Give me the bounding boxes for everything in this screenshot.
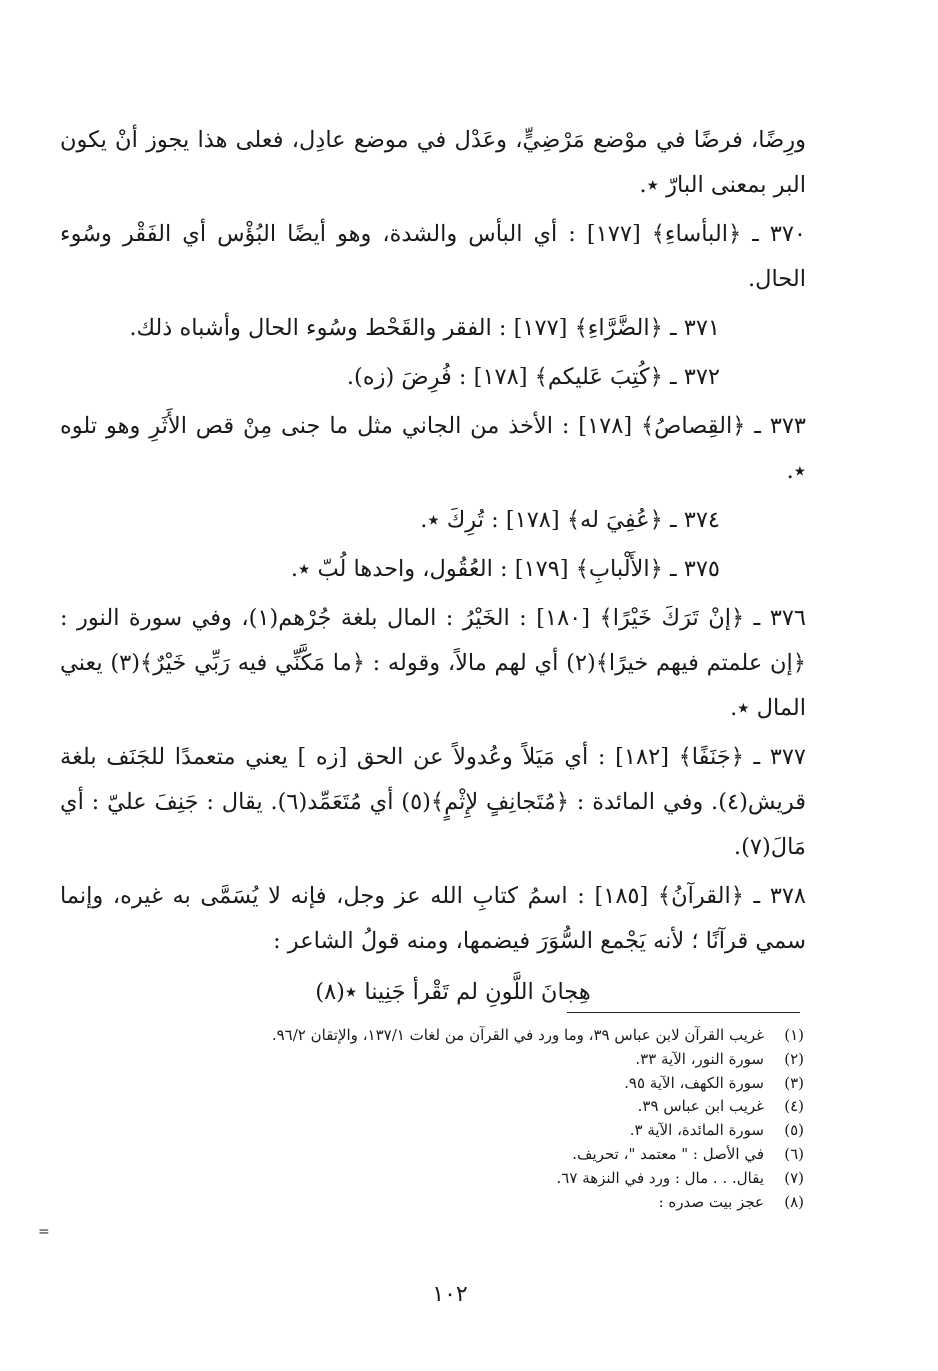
footnote-number: (٨) bbox=[784, 1192, 804, 1211]
footnotes bbox=[150, 1024, 804, 1214]
footnote bbox=[150, 1167, 804, 1191]
footnote bbox=[150, 1048, 804, 1072]
entry-372: ٣٧٢ ـ ﴿كُتِبَ عَليكم﴾ [١٧٨] : فُرِضَ (زه). bbox=[346, 364, 720, 390]
entry-376: ٣٧٦ ـ ﴿إنْ تَرَكَ خَيْرًا﴾ [١٨٠] : الخَيْرُ : المال بلغة جُرْهم(١)، وفي سورة النور : ﴿إن علمتم فيهم خيرًا﴾(٢) أي لهم مالاً، وقوله : ﴿ما مَكَّنِّي فيه رَبِّي خَيْرٌ﴾(٣) يعني المال ٭. bbox=[60, 605, 806, 721]
paragraph-intro: ورِضًا، فرضًا في موْضع مَرْضِيٍّ، وعَدْل في موضع عادِل، فعلى هذا يجوز أنْ يكون البر بمعنى البارّ ٭. bbox=[60, 127, 806, 198]
entry-375: ٣٧٥ ـ ﴿الأَلْبابِ﴾ [١٧٩] : العُقُول، واحدها لُبّ ٭. bbox=[290, 556, 720, 582]
entry-370: ٣٧٠ ـ ﴿البأساءِ﴾ [١٧٧] : أي البأس والشدة، وهو أيضًا البُؤْس أي الفَقْر وسُوء الحال. bbox=[60, 221, 807, 292]
footnote-number: (٣) bbox=[784, 1073, 804, 1092]
footnote-number: (٦) bbox=[784, 1144, 804, 1163]
footnote-number: (١) bbox=[784, 1026, 804, 1044]
footnote-text: في الأصل : " معتمد "، تحريف. bbox=[572, 1144, 764, 1163]
entry-371: ٣٧١ ـ ﴿الضَّرَّاءِ﴾ [١٧٧] : الفقر والقَحْط وسُوء الحال وأشباه ذلك. bbox=[129, 315, 720, 341]
entry-378: ٣٧٨ ـ ﴿القرآنُ﴾ [١٨٥] : اسمُ كتابِ الله عز وجل، فإنه لا يُسَمَّى به غيره، وإنما سمي قرآنًا ؛ لأنه يَجْمع السُّوَرَ فيضمها، ومنه قولُ الشاعر : bbox=[60, 883, 806, 954]
footnote-text: غريب ابن عباس ٣٩. bbox=[637, 1097, 764, 1116]
page-number: ١٠٢ bbox=[432, 1282, 468, 1307]
footnote-text: سورة المائدة، الآية ٣. bbox=[629, 1121, 764, 1140]
footnote bbox=[150, 1191, 804, 1215]
footnote bbox=[150, 1143, 804, 1167]
margin-mark: = bbox=[38, 1224, 50, 1240]
footnote bbox=[150, 1095, 804, 1119]
entry-377: ٣٧٧ ـ ﴿جَنَفًا﴾ [١٨٢] : أي مَيَلاً وعُدولاً عن الحق [زه ] يعني متعمدًا للجَنَف بلغة قريش(٤). وفي المائدة : ﴿مُتَجانِفٍ لإِثْمٍ﴾(٥) أي مُتَعَمِّد(٦). يقال : جَنِفَ عليّ : أي مَالَ(٧). bbox=[60, 744, 807, 860]
footnote bbox=[150, 1119, 804, 1143]
footnote-text: سورة الكهف، الآية ٩٥. bbox=[624, 1073, 764, 1092]
footnote-text: يقال. . . مال : ورد في النزهة ٦٧. bbox=[556, 1168, 764, 1187]
footnote-number: (٢) bbox=[784, 1049, 804, 1068]
entry-374: ٣٧٤ ـ ﴿عُفِيَ له﴾ [١٧٨] : تُرِكَ ٭. bbox=[420, 507, 720, 533]
footnote-divider bbox=[567, 1012, 800, 1013]
footnote bbox=[150, 1072, 804, 1096]
footnote bbox=[150, 1024, 804, 1048]
footnote-number: (٤) bbox=[784, 1097, 804, 1116]
footnote-text: غريب القرآن لابن عباس ٣٩، وما ورد في القرآن من لغات ١٣٧/١، والإتقان ٩٦/٢. bbox=[271, 1026, 764, 1044]
main-text bbox=[60, 118, 806, 1015]
footnote-number: (٧) bbox=[784, 1168, 804, 1187]
poetry-verse: هِجانَ اللَّونِ لم تَقْرأ جَنِينا ٭(٨) bbox=[315, 979, 591, 1005]
footnote-text: عجز بيت صدره : bbox=[658, 1192, 764, 1211]
footnote-text: سورة النور، الآية ٣٣. bbox=[635, 1049, 764, 1068]
entry-373: ٣٧٣ ـ ﴿القِصاصُ﴾ [١٧٨] : الأخذ من الجاني مثل ما جنى مِنْ قص الأَثَرِ وهو تلوه ٭. bbox=[60, 413, 806, 484]
footnote-number: (٥) bbox=[784, 1121, 804, 1140]
